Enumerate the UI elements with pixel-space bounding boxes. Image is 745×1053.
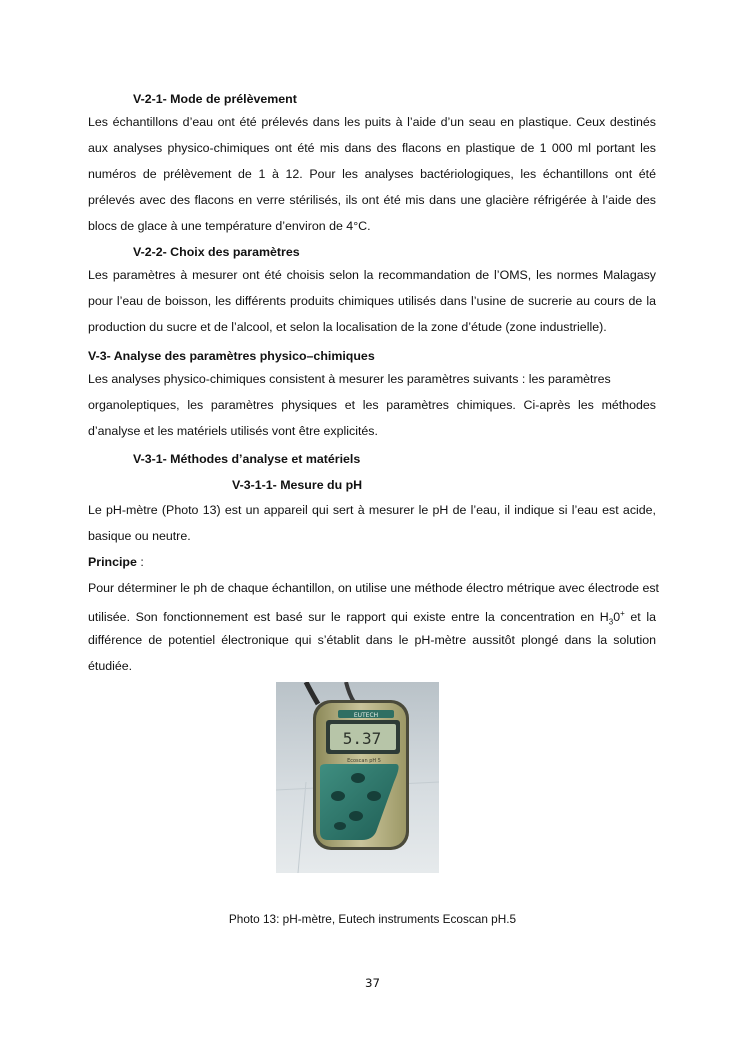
text-line-h3o: utilisée. Son fonctionnement est basé sur le rapport qui existe entre la concentration en $H_30^+$ et la xyxy=(88,609,656,627)
text-line: pour l’eau de boisson, les différents produits chimiques utilisés dans l’usine de sucrerie au cours de la xyxy=(88,294,656,308)
text-line: Pour déterminer le ph de chaque échantillon, on utilise une méthode électro métrique avec électrode est xyxy=(88,581,660,595)
text-line: production du sucre et de l’alcool, et selon la localisation de la zone d’étude (zone industrielle). xyxy=(88,320,607,334)
text-line: différence de potentiel électronique qui s’établit dans le pH-mètre aussitôt plongé dans la solution xyxy=(88,633,656,647)
paragraph-ph-meter xyxy=(88,497,656,549)
paragraph-principe xyxy=(88,575,660,679)
paragraph-sampling xyxy=(88,109,656,239)
text-line: aux analyses physico-chimiques ont été mis dans des flacons en plastique de 1 000 ml portant les xyxy=(88,141,656,155)
paragraph-parameters xyxy=(88,262,656,340)
model-label: Ecoscan pH 5 xyxy=(347,758,381,764)
text-line: d’analyse et les matériels utilisés vont être explicités. xyxy=(88,424,378,438)
section-heading-v-2-1: V-2-1- Mode de prélèvement xyxy=(133,92,297,106)
principe-label: Principe xyxy=(88,555,137,569)
brand-label: EUTECH xyxy=(353,712,379,719)
text-line: prélevés avec des flacons en verre stérilisés, ils ont été mis dans une glacière réfrigérée à l’aide des xyxy=(88,193,656,207)
text-line: Les analyses physico-chimiques consistent à mesurer les paramètres suivants : les paramètres xyxy=(88,372,611,386)
page-number: 37 xyxy=(364,976,380,990)
section-heading-v-3: V-3- Analyse des paramètres physico–chimiques xyxy=(88,349,375,363)
text-line: Les paramètres à mesurer ont été choisis selon la recommandation de l’OMS, les normes Malagasy xyxy=(88,268,656,282)
text-line: blocs de glace à une température d’environ de 4°C. xyxy=(88,219,371,233)
text-line: étudiée. xyxy=(88,659,133,673)
photo-caption: Photo 13: pH-mètre, Eutech instruments Ecoscan pH.5 xyxy=(228,912,517,926)
text-line: organoleptiques, les paramètres physiques et les paramètres chimiques. Ci-après les méthodes xyxy=(88,398,656,412)
section-heading-v-3-1-1: V-3-1-1- Mesure du pH xyxy=(232,478,363,492)
paragraph-analyses xyxy=(88,366,656,444)
text-line: basique ou neutre. xyxy=(88,529,191,543)
section-heading-v-3-1: V-3-1- Méthodes d’analyse et matériels xyxy=(133,452,361,466)
text-line: Le pH-mètre (Photo 13) est un appareil qui sert à mesurer le pH de l’eau, il indique si l’eau est acide, xyxy=(88,503,656,517)
text-line: Les échantillons d’eau ont été prélevés dans les puits à l’aide d’un seau en plastique. Ceux destinés xyxy=(88,115,656,129)
principe-colon: : xyxy=(136,555,144,569)
section-heading-v-2-2: V-2-2- Choix des paramètres xyxy=(133,245,300,259)
principe-label-line xyxy=(88,549,656,575)
display-reading: 5.37 xyxy=(342,729,382,748)
text-line: numéros de prélèvement de 1 à 12. Pour les analyses bactériologiques, les échantillons ont été xyxy=(88,167,656,181)
ph-meter-photo xyxy=(276,682,439,873)
